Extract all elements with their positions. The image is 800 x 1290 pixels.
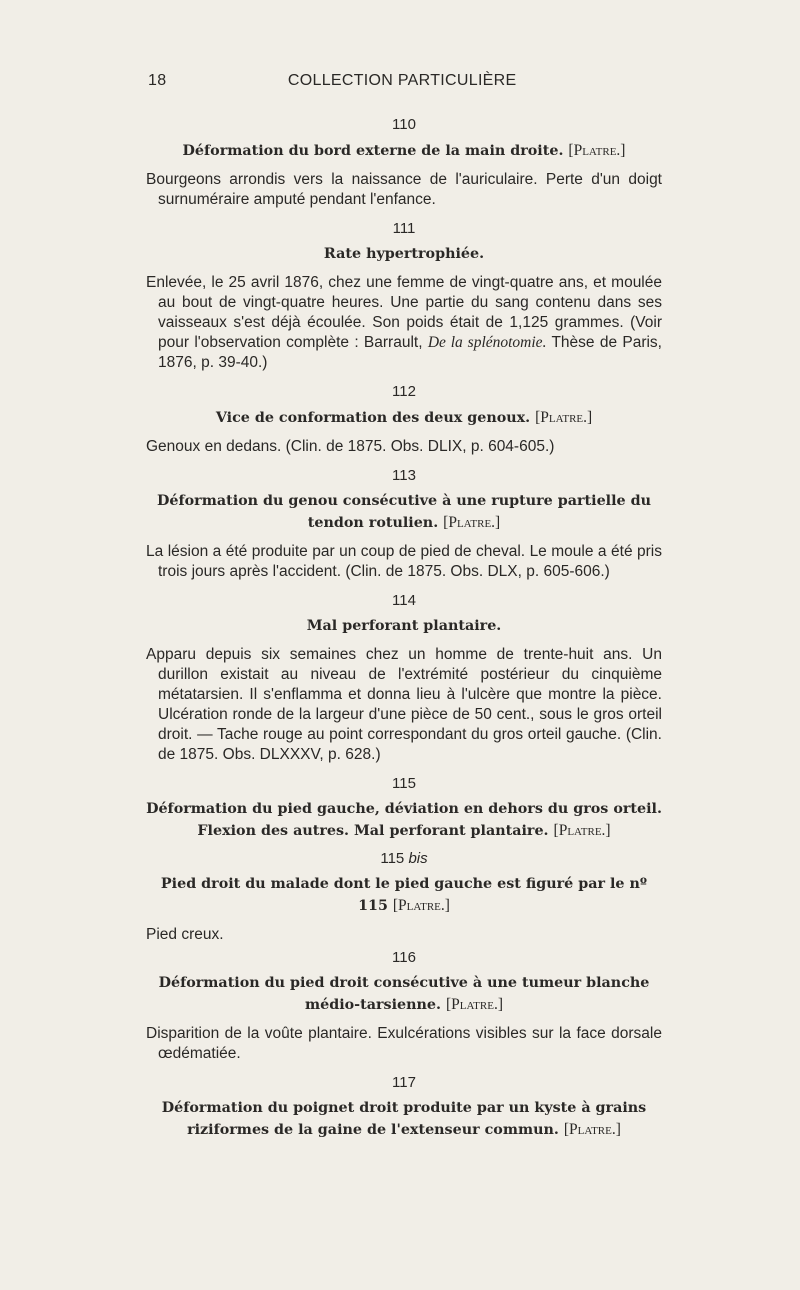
entry-number: 110 [392,116,416,133]
number-suffix: bis [408,850,428,867]
entry-description: La lésion a été produite par un coup de pied de cheval. Le moule a été pris trois jours après l'accident. (Clin. de 1875. Obs. DLX, p. 605-606.) [146,543,662,580]
material-tag: [Platre.] [568,142,626,159]
entry-number: 112 [392,383,416,400]
entry-description: Pied creux. [146,926,224,943]
material-tag: [Platre.] [445,996,503,1013]
page-number: 18 [148,72,167,89]
entry-title: Déformation du poignet droit produite par un kyste à grains riziformes de la gaine de l'extenseur commun. [Platre.] [161,1100,647,1138]
entry-116 [146,949,662,1064]
entry-117 [146,1074,662,1141]
entry-description: Genoux en dedans. (Clin. de 1875. Obs. DLIX, p. 604-605.) [146,438,555,455]
entry-112 [146,383,662,457]
running-title: COLLECTION PARTICULIÈRE [287,72,517,89]
page-content [146,116,662,1149]
entry-title: Déformation du pied gauche, déviation en dehors du gros orteil. Flexion des autres. Mal perforant plantaire. [Platre.] [146,801,662,839]
page-header [148,72,658,90]
thesis-title: De la splénotomie. [427,334,547,351]
entry-number: 115 bis [380,850,428,867]
entry-111 [146,220,662,373]
entry-title: Rate hypertrophiée. [323,246,485,262]
entry-number: 115 [392,775,416,792]
entry-number: 113 [392,467,416,484]
entry-number: 111 [392,220,416,237]
entry-title: Pied droit du malade dont le pied gauche est figuré par le nº 115 [Platre.] [160,876,648,914]
entry-114 [146,592,662,765]
material-tag: [Platre.] [563,1121,621,1138]
entry-title: Mal perforant plantaire. [306,618,502,634]
entry-115-bis [146,850,662,945]
entry-110 [146,116,662,210]
entry-title: Déformation du pied droit consécutive à une tumeur blanche médio-tarsienne. [Platre.] [158,975,650,1013]
entry-description: Enlevée, le 25 avril 1876, chez une femme de vingt-quatre ans, et moulée au bout de vingt-quatre heures. Une partie du sang contenu dans ses vaisseaux s'est déjà écoulée. Son poids était de 1,125 grammes. (Voir pour l'observation complète : Barrault, De la splénotomie. Thèse de Paris, 1876, p. 39-40.) [146,274,662,371]
entry-title: Déformation du bord externe de la main droite. [Platre.] [182,142,626,159]
entry-number: 116 [392,949,416,966]
entry-description: Apparu depuis six semaines chez un homme de trente-huit ans. Un durillon existait au niveau de l'extrémité postérieur du cinquième métatarsien. Il s'enflamma et donna lieu à l'ulcère que montre la pièce. Ulcération ronde de la largeur d'une pièce de 50 cent., sous le gros orteil droit. — Tache rouge au point correspondant du gros orteil gauche. (Clin. de 1875. Obs. DLXXXV, p. 628.) [146,646,662,763]
entry-title: Déformation du genou consécutive à une rupture partielle du tendon rotulien. [Platre.] [157,493,651,531]
material-tag: [Platre.] [443,514,501,531]
entry-title: Vice de conformation des deux genoux. [Platre.] [215,409,593,426]
entry-113 [146,467,662,582]
entry-number: 117 [392,1074,416,1091]
material-tag: [Platre.] [535,409,593,426]
entry-number: 114 [392,592,416,609]
material-tag: [Platre.] [392,897,450,914]
entry-description: Disparition de la voûte plantaire. Exulcérations visibles sur la face dorsale œdématiée. [146,1025,662,1062]
entry-description: Bourgeons arrondis vers la naissance de l'auriculaire. Perte d'un doigt surnuméraire amputé pendant l'enfance. [146,171,662,208]
entry-115 [146,775,662,842]
material-tag: [Platre.] [553,822,611,839]
